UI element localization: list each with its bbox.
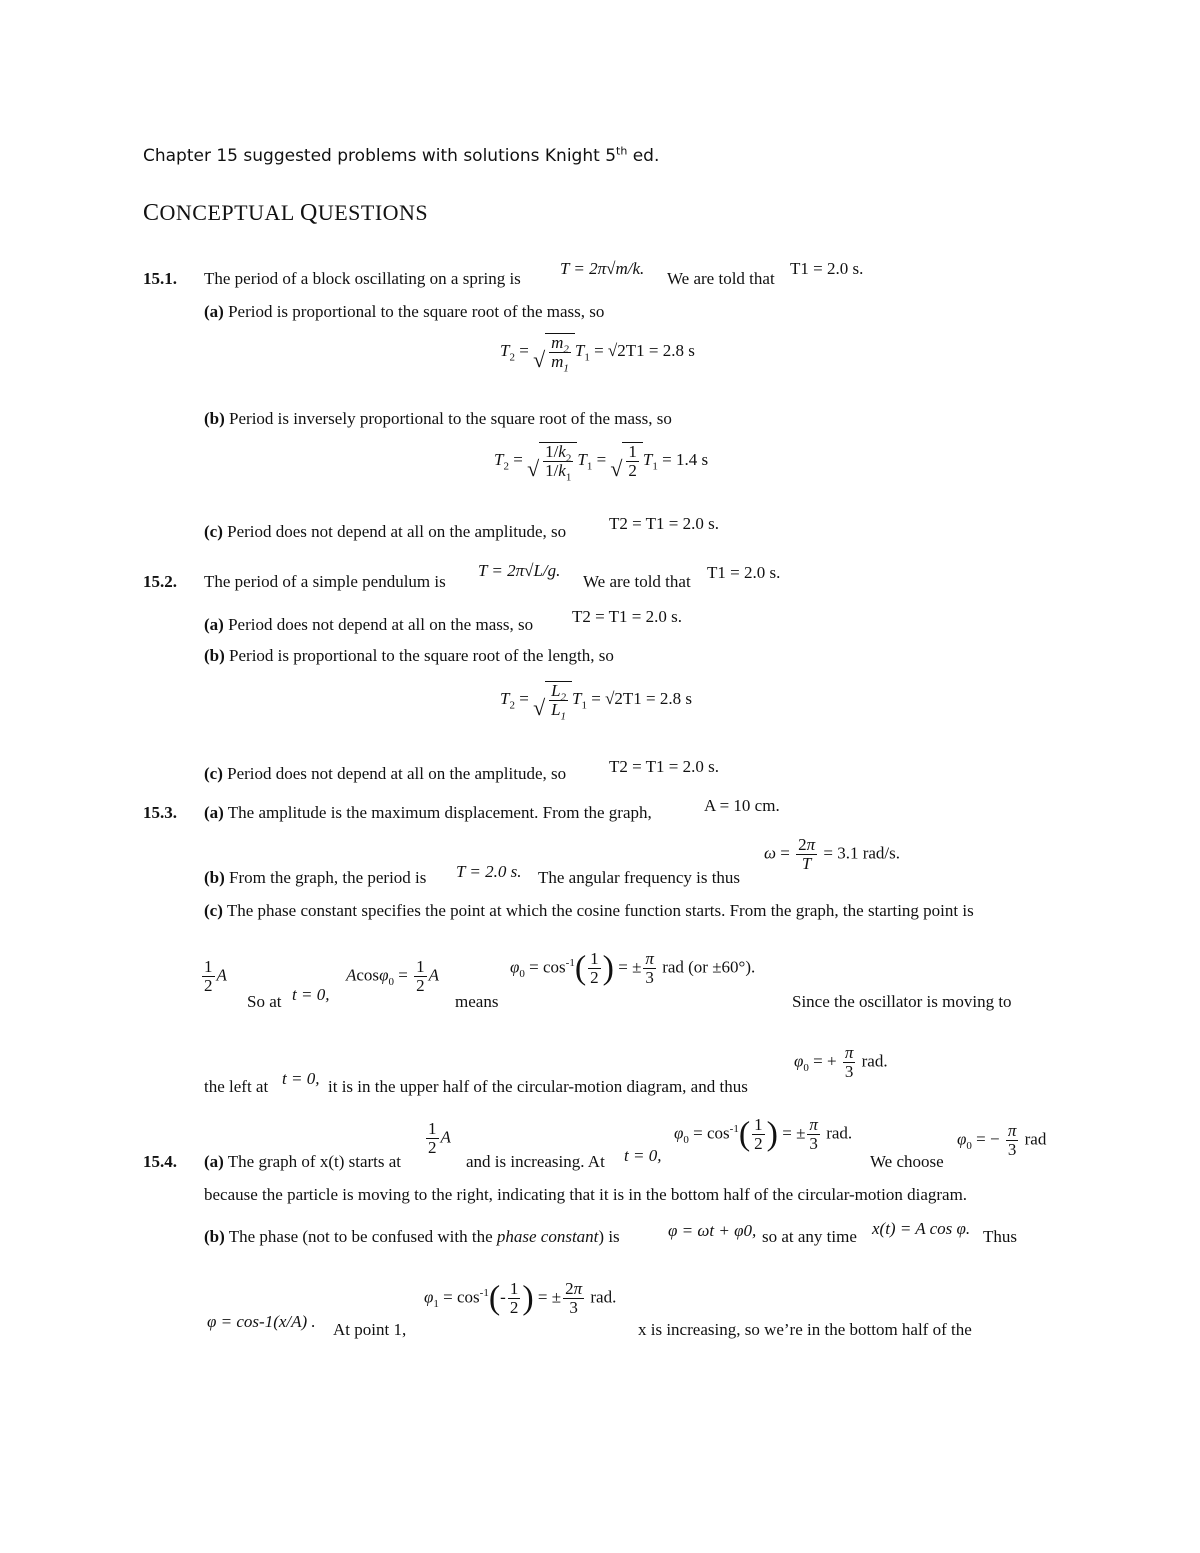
p154-rad: rad bbox=[1024, 1129, 1047, 1149]
p153-c-text: The phase constant specifies the point at which the cosine function starts. From the graph, the starting point is bbox=[226, 901, 974, 920]
problem-number-15-4: 15.4. bbox=[143, 1152, 177, 1171]
problem-number-15-3: 15.3. bbox=[143, 803, 177, 822]
p152-b-equation: $T_2$ = √ $\frac{L_2}{L_1}$ $T_1 = √2T1 = 2.8$ s bbox=[500, 681, 692, 719]
p152-b-eq-rhs: = √2T1 = 2.8 s bbox=[591, 688, 693, 708]
p152-a-eq: T2 = T1 = 2.0 s. bbox=[572, 607, 683, 626]
p153-acos-eq: Acosφ$_0$ = $\frac{1}{2}$ A bbox=[346, 957, 439, 995]
p153-b-eq: T = 2.0 s. bbox=[456, 862, 522, 881]
p151-c-label: (c) bbox=[204, 522, 223, 541]
p151-c-eq: T2 = T1 = 2.0 s. bbox=[609, 514, 720, 533]
p154-because: because the particle is moving to the right, indicating that it is in the bottom half of the circular-motion diagram. bbox=[204, 1185, 968, 1204]
p153-phi-final: $\varphi_0$ = + $\frac{\pi}{3}$ rad. bbox=[794, 1043, 888, 1081]
p154-phi1-eq: $\varphi_1 = \cos^{-1}(-$ $\frac{1}{2}$ ) = ± $\frac{2\pi}{3}$ rad. bbox=[424, 1279, 617, 1317]
p154-any-time: so at any time bbox=[762, 1227, 857, 1246]
p154-b-eq: φ = ωt + φ0, bbox=[668, 1221, 757, 1240]
p153-so-at: So at bbox=[247, 992, 282, 1011]
p154-we-choose: We choose bbox=[870, 1152, 944, 1171]
p154-at-point: At point 1, bbox=[333, 1320, 407, 1339]
header-sup: th bbox=[616, 144, 628, 158]
p153-t0: t = 0, bbox=[292, 985, 330, 1004]
p153-a-line bbox=[204, 803, 652, 823]
p154-x-increasing: x is increasing, so we’re in the bottom half of the bbox=[638, 1320, 972, 1339]
p153-b-label: (b) bbox=[204, 868, 225, 887]
p153-omega-rhs: = 3.1 rad/s. bbox=[823, 843, 901, 863]
p151-t1: T1 = 2.0 s. bbox=[790, 259, 864, 278]
section-title bbox=[143, 200, 428, 227]
p152-a-text: Period does not depend at all on the mass, so bbox=[228, 615, 534, 634]
title-q: Q bbox=[299, 200, 318, 226]
p154-xt: x(t) = A cos φ. bbox=[872, 1219, 971, 1238]
p151-a-line bbox=[204, 302, 604, 322]
p152-told: We are told that bbox=[583, 572, 691, 591]
p154-t0: t = 0, bbox=[624, 1146, 662, 1165]
p152-a-label: (a) bbox=[204, 615, 224, 634]
p153-since: Since the oscillator is moving to bbox=[792, 992, 1012, 1011]
p152-t1: T1 = 2.0 s. bbox=[707, 563, 781, 582]
p152-c-label: (c) bbox=[204, 764, 223, 783]
p152-b-line bbox=[204, 646, 614, 666]
p151-told: We are told that bbox=[667, 269, 775, 288]
p153-b-line bbox=[204, 868, 426, 888]
header-text: Chapter 15 suggested problems with solutions Knight 5 bbox=[143, 146, 617, 166]
p153-c-line bbox=[204, 901, 974, 921]
p152-a-line bbox=[204, 615, 533, 635]
problem-number-15-1: 15.1. bbox=[143, 269, 177, 288]
p153-a-label: (a) bbox=[204, 803, 224, 822]
p153-c-label: (c) bbox=[204, 901, 223, 920]
title-onceptual: ONCEPTUAL bbox=[159, 200, 300, 225]
p154-b-text2: ) is bbox=[598, 1227, 620, 1246]
p152-c-line bbox=[204, 764, 566, 784]
p154-rad-dot-2: rad. bbox=[590, 1287, 617, 1307]
p154-a-text: The graph of x(t) starts at bbox=[227, 1152, 402, 1171]
p151-c-line bbox=[204, 522, 566, 542]
p152-b-text: Period is proportional to the square root of the length, so bbox=[229, 646, 614, 665]
p153-omega-eq: ω = $\frac{2\pi}{T}$ = 3.1 rad/s. bbox=[764, 835, 901, 873]
p154-b-label: (b) bbox=[204, 1227, 225, 1246]
p151-b-line bbox=[204, 409, 672, 429]
p153-left-at: the left at bbox=[204, 1077, 269, 1096]
header-tail: ed. bbox=[627, 146, 660, 166]
p153-a-eq: A = 10 cm. bbox=[704, 796, 780, 815]
p151-a-equation: $T_2$ = √ $\frac{m_2}{m_1}$ $T_1 = √2T1 = 2.8$ s bbox=[500, 333, 695, 371]
p154-half-a: $\frac{1}{2}$ A bbox=[428, 1119, 451, 1157]
p151-formula: T = 2π√m/k. bbox=[560, 259, 645, 278]
p151-b-text: Period is inversely proportional to the square root of the mass, so bbox=[229, 409, 672, 428]
p151-a-label: (a) bbox=[204, 302, 224, 321]
p153-t0-b: t = 0, bbox=[282, 1069, 320, 1088]
p153-phi-eq: $\varphi_0 = \cos^{-1}$( $\frac{1}{2}$ ) = ± $\frac{\pi}{3}$ rad (or ±60°). bbox=[510, 949, 756, 987]
p154-phi-inverse: φ = cos-1(x/A) . bbox=[207, 1312, 316, 1331]
p151-b-label: (b) bbox=[204, 409, 225, 428]
p151-b-equation: $T_2$ = √ $\frac{1/k_2}{1/k_1}$ $T_1$ = √ $\frac{1}{2}$ $T_1 = 1.4$ s bbox=[494, 442, 708, 480]
p153-upper: it is in the upper half of the circular-motion diagram, and thus bbox=[328, 1077, 748, 1096]
title-uestions: UESTIONS bbox=[317, 200, 429, 225]
p153-b-text2: The angular frequency is thus bbox=[538, 868, 741, 887]
p152-b-label: (b) bbox=[204, 646, 225, 665]
p151-a-eq-rhs: = √2T1 = 2.8 s bbox=[594, 340, 695, 360]
p154-phase-constant: phase constant bbox=[496, 1227, 599, 1246]
p152-intro: The period of a simple pendulum is bbox=[204, 572, 446, 591]
p154-rad-dot: rad. bbox=[826, 1123, 853, 1143]
p152-c-text: Period does not depend at all on the amplitude, so bbox=[227, 764, 567, 783]
p151-intro: The period of a block oscillating on a spring is bbox=[204, 269, 521, 288]
p153-b-text: From the graph, the period is bbox=[229, 868, 427, 887]
p154-phi-eq: $\varphi_0 = \cos^{-1}$( $\frac{1}{2}$ ) = ± $\frac{\pi}{3}$ rad. bbox=[674, 1115, 853, 1153]
p154-b-text: The phase (not to be confused with the bbox=[228, 1227, 493, 1246]
title-c: C bbox=[143, 200, 160, 226]
p151-a-text: Period is proportional to the square root of the mass, so bbox=[228, 302, 605, 321]
p153-phi-rhs: rad (or ±60°). bbox=[662, 957, 756, 977]
p152-c-eq: T2 = T1 = 2.0 s. bbox=[609, 757, 720, 776]
p153-a-text: The amplitude is the maximum displacement. From the graph, bbox=[227, 803, 652, 822]
p153-means: means bbox=[455, 992, 499, 1011]
p154-a-label: (a) bbox=[204, 1152, 224, 1171]
p152-formula: T = 2π√L/g. bbox=[478, 561, 561, 580]
document-header bbox=[143, 146, 659, 166]
p154-thus: Thus bbox=[983, 1227, 1017, 1246]
p154-increasing: and is increasing. At bbox=[466, 1152, 605, 1171]
p151-c-text: Period does not depend at all on the amplitude, so bbox=[227, 522, 567, 541]
p154-b-line bbox=[204, 1227, 620, 1247]
p154-a-line bbox=[204, 1152, 401, 1172]
p153-rad: rad. bbox=[861, 1051, 888, 1071]
p154-phi-choice: $\varphi_0$ = − $\frac{\pi}{3}$ rad bbox=[957, 1121, 1047, 1159]
p153-half-a: $\frac{1}{2}$ A bbox=[204, 957, 227, 995]
problem-number-15-2: 15.2. bbox=[143, 572, 177, 591]
